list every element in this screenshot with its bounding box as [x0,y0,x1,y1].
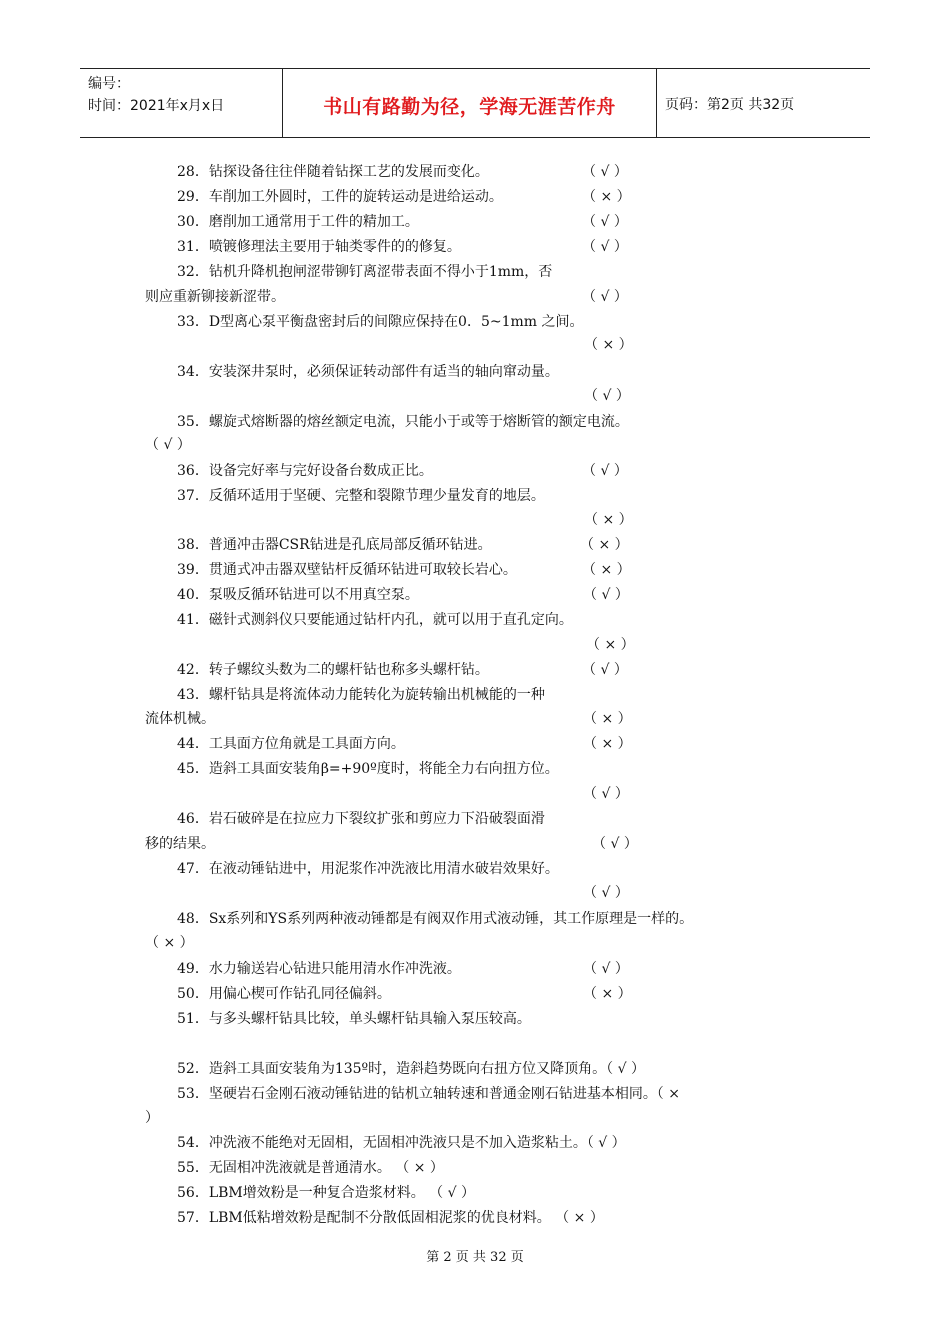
question-line: 51．与多头螺杆钻具比较，单头螺杆钻具输入泵压较高。 [177,1011,531,1027]
question-line: 55．无固相冲洗液就是普通清水。 （ × ） [177,1160,444,1176]
question-line: 29．车削加工外圆时，工件的旋转运动是进给运动。 [177,189,503,205]
number-label: 编号： [88,76,130,92]
question-line: ） [145,1110,159,1126]
date-label: 时间：2021年x月x日 [88,98,225,114]
question-line: 53．坚硬岩石金刚石液动锤钻进的钻机立轴转速和普通金刚石钻进基本相同。（ × [177,1086,680,1102]
answer-mark: （ √ ） [583,786,629,802]
question-line: 49．水力输送岩心钻进只能用清水作冲洗液。 [177,961,461,977]
question-line: 46．岩石破碎是在拉应力下裂纹扩张和剪应力下沿破裂面滑 [177,811,545,827]
question-line: （ × ） [145,935,194,951]
answer-mark: （ × ） [586,637,635,653]
question-line: 流体机械。 [145,711,215,727]
question-line: 54．冲洗液不能绝对无固相，无固相冲洗液只是不加入造浆粘土。（ √ ） [177,1135,626,1151]
question-line: 41．磁针式测斜仪只要能通过钻杆内孔，就可以用于直孔定向。 [177,612,573,628]
question-line: （ √ ） [145,437,191,453]
header-motto-cell [283,69,657,137]
answer-mark: （ × ） [580,537,629,553]
question-line: 38．普通冲击器CSR钻进是孔底局部反循环钻进。 [177,537,492,553]
answer-mark: （ × ） [583,736,632,752]
page-info: 页码：第2页 共32页 [665,97,795,113]
question-line: 34．安装深井泵时，必须保证转动部件有适当的轴向窜动量。 [177,364,559,380]
question-line: 40．泵吸反循环钻进可以不用真空泵。 [177,587,419,603]
answer-mark: （ √ ） [582,164,628,180]
answer-mark: （ × ） [584,512,633,528]
question-line: 50．用偏心楔可作钻孔同径偏斜。 [177,986,391,1002]
question-line: 52．造斜工具面安装角为135º时，造斜趋势既向右扭方位又降顶角。（ √ ） [177,1061,645,1077]
question-line: 33．D型离心泵平衡盘密封后的间隙应保持在0．5~1mm 之间。 [177,314,584,330]
question-line: 31．喷镀修理法主要用于轴类零件的的修复。 [177,239,461,255]
question-line: 45．造斜工具面安装角β=+90º度时，将能全力右向扭方位。 [177,761,559,777]
question-line: 37．反循环适用于坚硬、完整和裂隙节理少量发育的地层。 [177,488,545,504]
question-line: 28．钻探设备往往伴随着钻探工艺的发展而变化。 [177,164,489,180]
question-line: 56．LBM增效粉是一种复合造浆材料。 （ √ ） [177,1185,476,1201]
question-line: 44．工具面方位角就是工具面方向。 [177,736,405,752]
question-line: 47．在液动锤钻进中，用泥浆作冲洗液比用清水破岩效果好。 [177,861,559,877]
question-line: 48．Sx系列和YS系列两种液动锤都是有阀双作用式液动锤，其工作原理是一样的。 [177,911,694,927]
question-line: 移的结果。 [145,836,215,852]
question-line: 36．设备完好率与完好设备台数成正比。 [177,463,433,479]
header-info-cell [80,69,283,137]
answer-mark: （ √ ） [592,836,638,852]
question-line: 42．转子螺纹头数为二的螺杆钻也称多头螺杆钻。 [177,662,489,678]
question-line: 则应重新铆接新涩带。 [145,289,285,305]
question-line: 30．磨削加工通常用于工件的精加工。 [177,214,419,230]
page-footer: 第 2 页 共 32 页 [426,1250,524,1265]
answer-mark: （ √ ） [582,239,628,255]
answer-mark: （ × ） [582,189,631,205]
question-line: 39．贯通式冲击器双壁钻杆反循环钻进可取较长岩心。 [177,562,517,578]
question-line: 57．LBM低粘增效粉是配制不分散低固相泥浆的优良材料。 （ × ） [177,1210,604,1226]
header-page-cell [657,69,870,137]
answer-mark: （ × ） [583,711,632,727]
motto: 书山有路勤为径，学海无涯苦作舟 [323,96,616,118]
page-header [80,68,870,138]
answer-mark: （ √ ） [583,885,629,901]
answer-mark: （ √ ） [584,388,630,404]
question-line: 32．钻机升降机抱闸涩带铆钉离涩带表面不得小于1mm，否 [177,264,553,280]
answer-mark: （ √ ） [583,961,629,977]
answer-mark: （ √ ） [582,289,628,305]
question-line: 35．螺旋式熔断器的熔丝额定电流，只能小于或等于熔断管的额定电流。 [177,414,629,430]
answer-mark: （ × ） [584,337,633,353]
answer-mark: （ √ ） [582,463,628,479]
answer-mark: （ × ） [582,562,631,578]
answer-mark: （ √ ） [582,662,628,678]
answer-mark: （ √ ） [583,587,629,603]
question-line: 43．螺杆钻具是将流体动力能转化为旋转输出机械能的一种 [177,687,545,703]
answer-mark: （ × ） [583,986,632,1002]
answer-mark: （ √ ） [582,214,628,230]
